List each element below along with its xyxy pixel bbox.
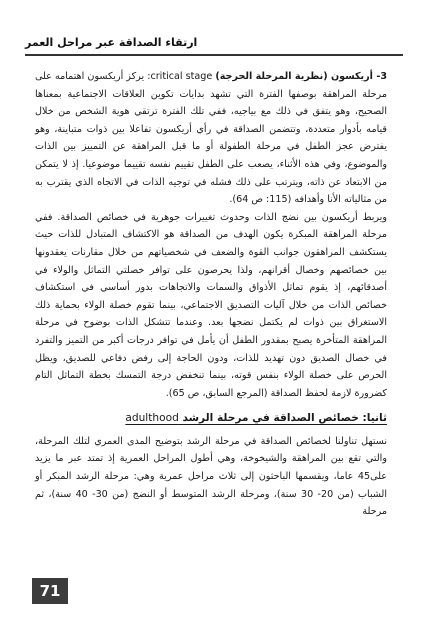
erikson-term: أريكسون (نظرية المرحلة الحرجة) [215,71,373,82]
running-title: ارتقاء الصداقة عبر مراحل العمر [25,36,198,49]
body-text [35,68,387,521]
section-heading [35,410,387,428]
paragraph-identity [35,209,387,403]
identity-text: ويربط أريكسون بين نضج الذات وحدوث تغييرات جوهرية في خصائص الصداقة. ففي مرحلة المراهقة المبكرة يكون الهدف من الصداقة هو الاكتشاف المتبادل للذات حيث يستكشف المراهقون جوانب القوة والضعف في شخصياتهم من خلال مقارنات يعقدونها بين خصائصهم وخصال أقرانهم، ولذا يحرصون على توافر خصلتي التماثل والولاء في أصدقائهم، إذ يقوم تماثل الأذواق والسمات والاتجاهات بدور أساسي في استكشاف خصائص الذات من خلال آليات التصديق الاجتماعي، بينما تقوم خصلة الولاء بحماية ذلك الاستغراق بين ذوات لم يكتمل نضجها بعد. وعندما تتشكل الذات بوضوح في مرحلة المراهقة المتأخرة يصبح بمقدور الطفل أن يأمل في توافر درجات أكبر من التميز والتفرد في خصال الصديق دون تهديد للذات، ودون الحاجة إلى رفض دفاعي للصديق، ويظل الحرص على خصلة الولاء بنفس قوته، بينما تنخفض درجة التمسك بخطة التماثل التام كضرورة لازمة لحفظ الصداقة (المرجع السابق، ص 65). [35,211,387,399]
section-number: 3- [372,71,387,82]
page-number: 71 [32,578,68,604]
section-heading-latin: adulthood [125,412,179,425]
header-rule [25,54,403,56]
adulthood-text: نستهل تناولنا لخصائص الصداقة في مرحلة الرشد بتوضيح المدى العمري لتلك المرحلة، والتي تقع بين المراهقة والشيخوخة، وهي أطول المراحل العمرية إذ تمتد عبر ما يزيد على45 عاما، ويقسمها الباحثون إلى ثلاث مراحل عمرية وهي: مرحلة الرشد المبكر أو الشباب (من 20- 30 سنة)، ومرحلة الرشد المتوسط أو النضج (من 30- 40 سنة)، ثم مرحلة [35,435,387,518]
erikson-term-latin: critical stage [150,71,213,82]
paragraph-adulthood [35,433,387,521]
running-header [25,36,403,56]
section-heading-text: ثانيا: خصائص الصداقة في مرحلة الرشد [182,412,387,425]
paragraph-erikson [35,68,387,209]
erikson-text: : يركز أريكسون اهتمامه على مرحلة المراهقة بوصفها الفترة التي تشهد بدايات تكوين العلاقات الاجتماعية بمعناها الصحيح، وهو يتفق في ذلك مع بياجيه، ففي تلك الفترة ترتقي هوية الشخص من خلال قيامه بأدوار متعددة، وتتضمن الصداقة في رأي أريكسون تفاعلا بين ذوات متباينة، وهو يفترض عجز الطفل في مرحلة الطفولة أو ما قبل المراهقة عن التمييز بين الذات والموضوع، وفي هذه الأثناء، يصعب على الطفل تقييم نفسه تقييما موضوعيا. إذ لا يتمكن من الابتعاد عن ذاته، ويترتب على ذلك فشله في توجيه الذات في الاتجاه الذي يقترب به من مثالياته الأنا وأهدافه (115: ص 64). [35,71,387,206]
